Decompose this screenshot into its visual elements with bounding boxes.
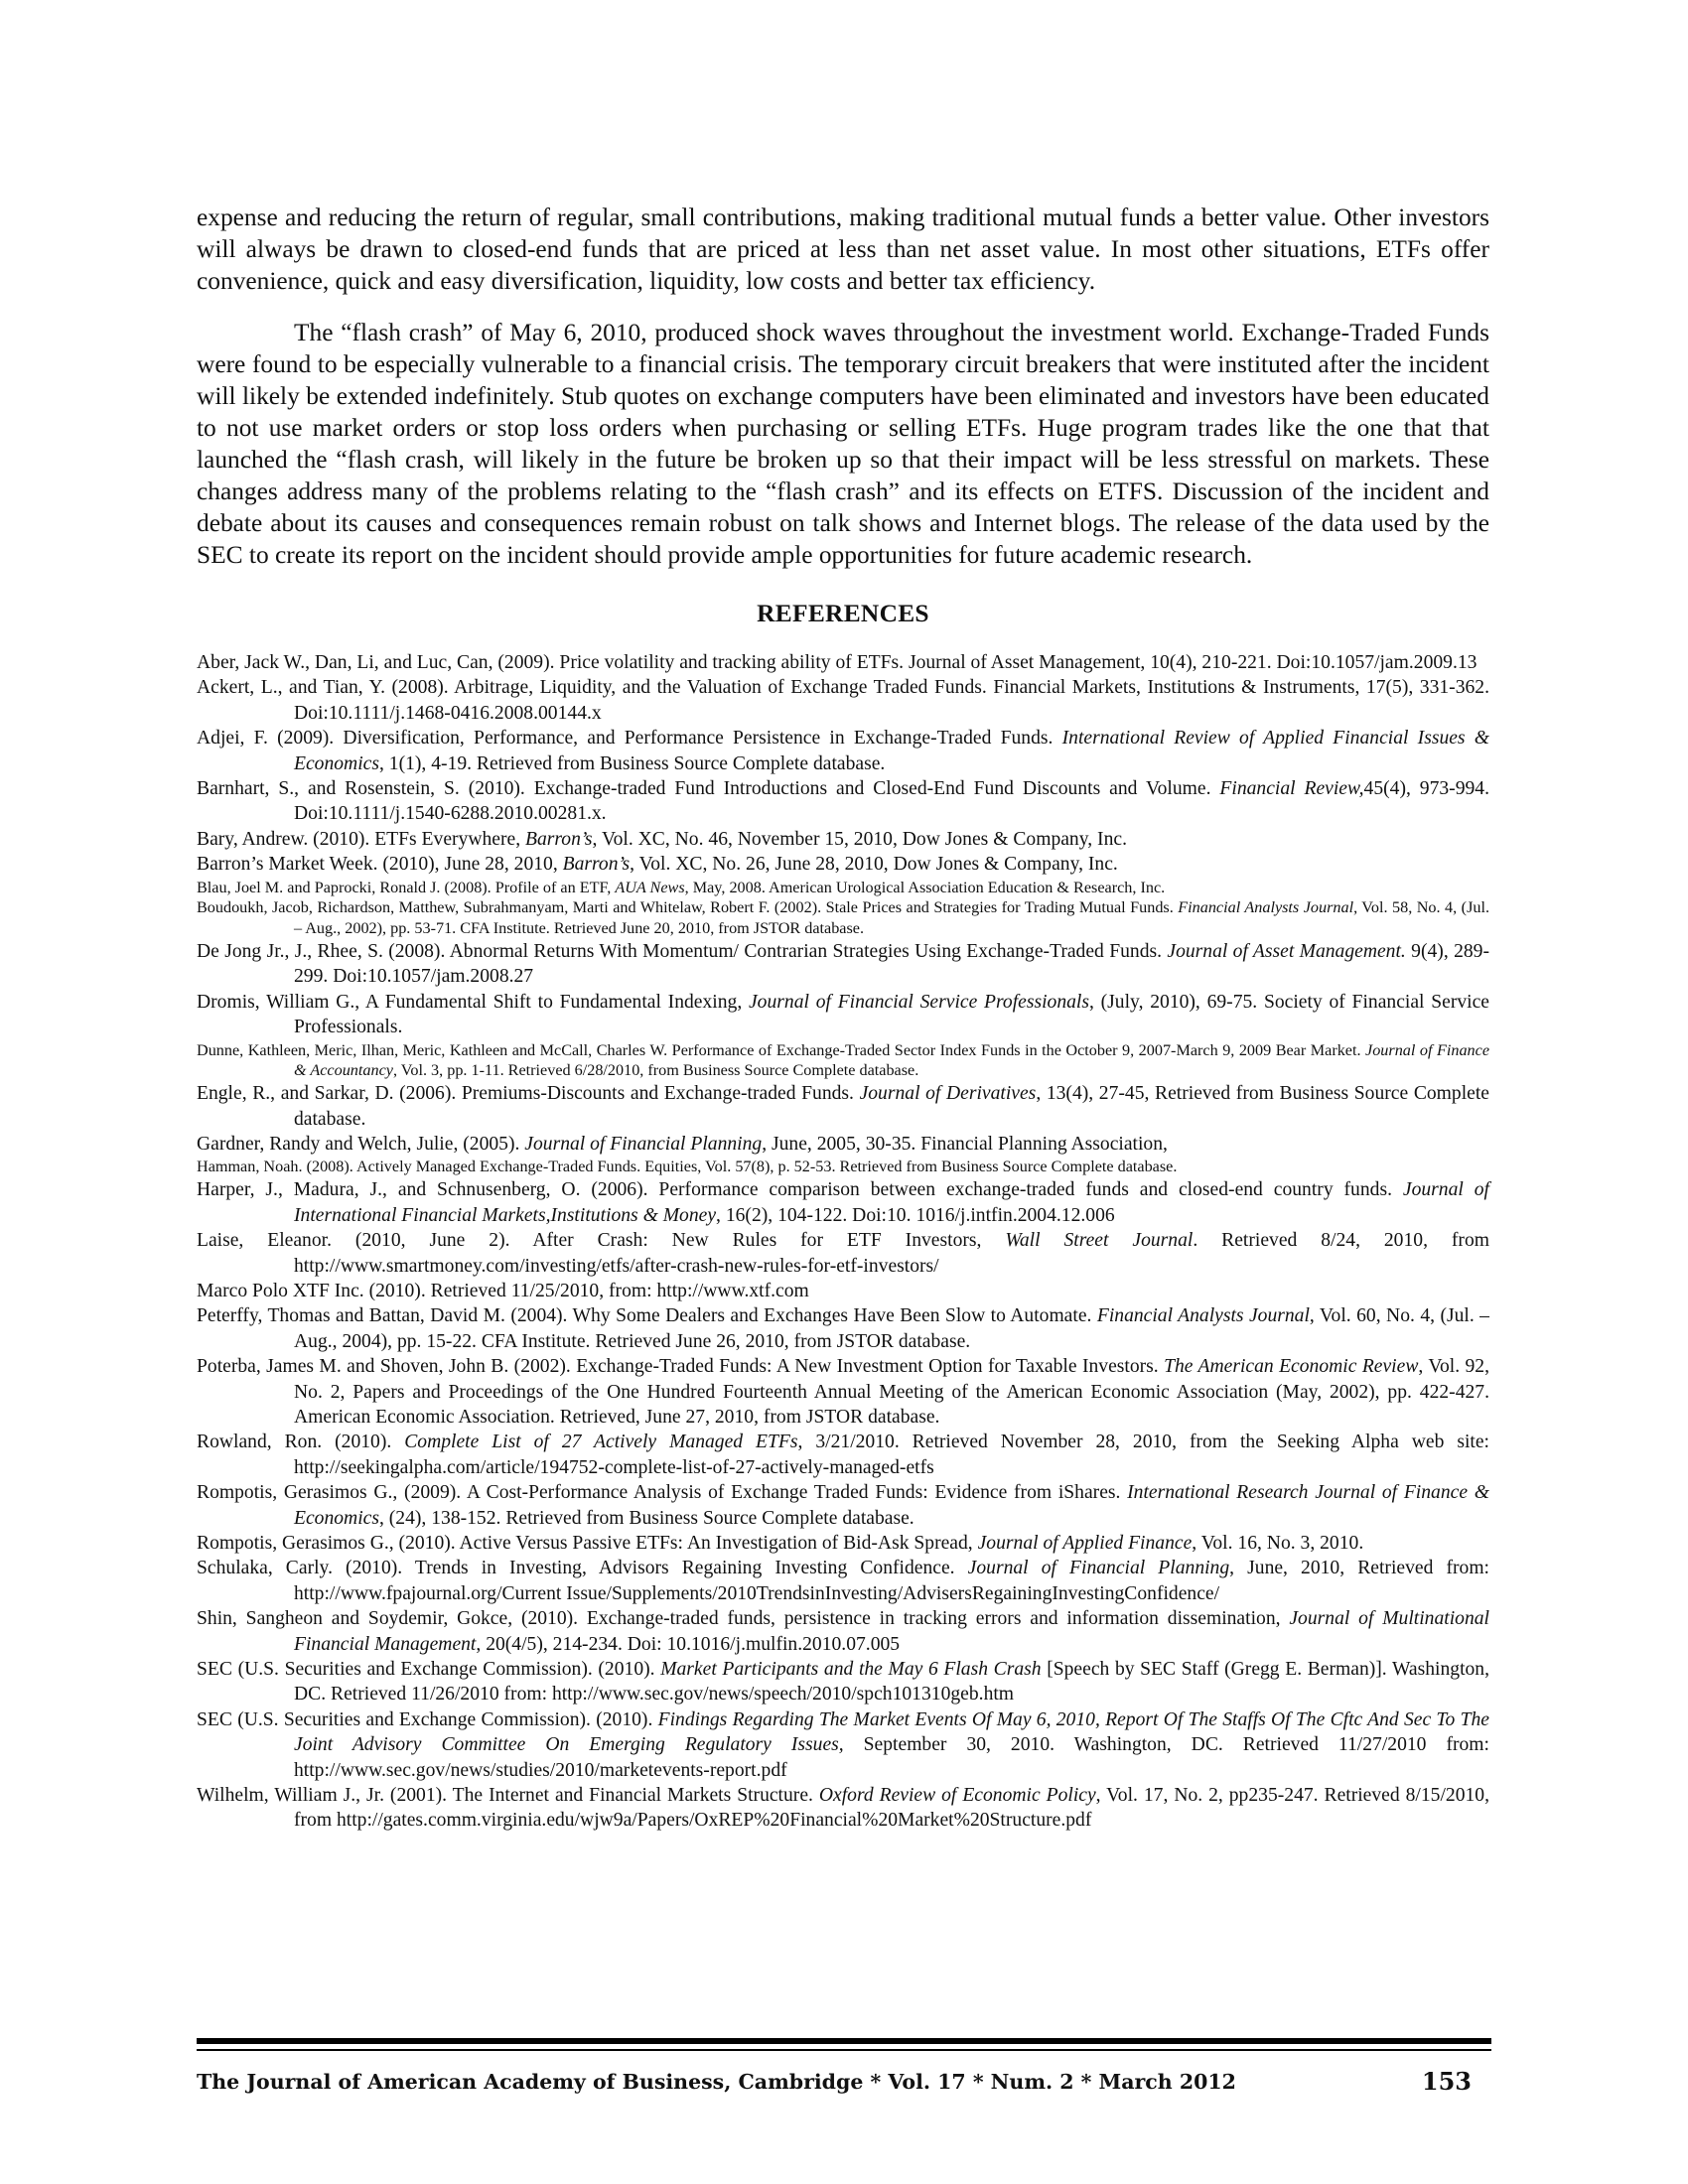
- reference-text: , Vol. 17, No. 2, pp235-247. Retrieved 8/15/2010, from http://gates.comm.virginia.edu/wjw9a/Papers/OxREP%20Financial%20Market%20Structure.pdf: [294, 1785, 1489, 1832]
- reference-title-italic: AUA News: [615, 878, 685, 896]
- reference-text: Rompotis, Gerasimos G., (2009). A Cost-Performance Analysis of Exchange Traded Funds: Evidence from iShares.: [197, 1482, 1128, 1504]
- reference-title-italic: The American Economic Review: [1164, 1356, 1419, 1378]
- reference-text: Rompotis, Gerasimos G., (2010). Active Versus Passive ETFs: An Investigation of Bid-Ask Spread,: [197, 1532, 978, 1554]
- reference-text: Hamman, Noah. (2008). Actively Managed Exchange-Traded Funds. Equities, Vol. 57(8), p. 52-53. Retrieved from Business Source Complete database.: [197, 1158, 1178, 1176]
- reference-text: Shin, Sangheon and Soydemir, Gokce, (2010). Exchange-traded funds, persistence in tracking errors and information dissemination,: [197, 1608, 1290, 1630]
- reference-text: , (July, 2010), 69-75. Society of Financial Service Professionals.: [294, 991, 1489, 1038]
- reference-title-italic: Journal of Applied Finance: [977, 1532, 1193, 1554]
- reference-text: Engle, R., and Sarkar, D. (2006). Premiums-Discounts and Exchange-traded Funds.: [197, 1083, 860, 1105]
- reference-entry: [197, 776, 1489, 827]
- reference-text: , (24), 138-152. Retrieved from Business Source Complete database.: [378, 1507, 914, 1529]
- reference-title-italic: Financial Analysts Journal: [1096, 1305, 1310, 1327]
- reference-text: SEC (U.S. Securities and Exchange Commission). (2010).: [197, 1708, 658, 1730]
- reference-title-italic: Journal of Derivatives: [859, 1083, 1037, 1105]
- reference-text: , Vol. XC, No. 26, June 28, 2010, Dow Jones & Company, Inc.: [630, 854, 1118, 876]
- reference-text: , Vol. 3, pp. 1-11. Retrieved 6/28/2010, from Business Source Complete database.: [392, 1061, 919, 1080]
- reference-text: Schulaka, Carly. (2010). Trends in Investing, Advisors Regaining Investing Confidence.: [197, 1558, 968, 1579]
- reference-entry: [197, 1040, 1489, 1082]
- footer-rule-thin: [197, 2049, 1491, 2051]
- reference-text: 9(4), 289-299. Doi:10.1057/jam.2008.27: [294, 941, 1489, 988]
- reference-text: , 20(4/5), 214-234. Doi: 10.1016/j.mulfin.2010.07.005: [476, 1633, 901, 1655]
- reference-entry: [197, 1279, 1489, 1303]
- reference-text: Peterffy, Thomas and Battan, David M. (2004). Why Some Dealers and Exchanges Have Been Slow to Automate.: [197, 1305, 1097, 1327]
- reference-entry: [197, 990, 1489, 1040]
- reference-title-italic: Financial Analysts Journal: [1178, 898, 1354, 917]
- reference-text: , May, 2008. American Urological Association Education & Research, Inc.: [684, 878, 1166, 896]
- reference-text: Poterba, James M. and Shoven, John B. (2002). Exchange-Traded Funds: A New Investment Option for Taxable Investors.: [197, 1356, 1165, 1378]
- reference-text: , Vol. XC, No. 46, November 15, 2010, Dow Jones & Company, Inc.: [592, 828, 1127, 850]
- journal-citation: The Journal of American Academy of Business, Cambridge * Vol. 17 * Num. 2 * March 2012: [197, 2070, 1236, 2094]
- reference-list: [197, 650, 1489, 1834]
- reference-title-italic: Oxford Review of Economic Policy: [818, 1785, 1096, 1807]
- reference-text: Dunne, Kathleen, Meric, Ilhan, Meric, Kathleen and McCall, Charles W. Performance of Exchange-Traded Sector Index Funds in the October 9, 2007-March 9, 2009 Bear Market.: [197, 1040, 1366, 1059]
- reference-text: , 13(4), 27-45, Retrieved from Business Source Complete database.: [294, 1083, 1489, 1130]
- reference-text: 45(4), 973-994. Doi:10.1111/j.1540-6288.2010.00281.x.: [294, 778, 1489, 825]
- references-heading: REFERENCES: [757, 600, 929, 627]
- reference-text: , Vol. 92, No. 2, Papers and Proceedings of the One Hundred Fourteenth Annual Meeting of the American Economic Association (May, 2002), pp. 422-427. American Economic Association. Retrieved, June 27, 2010, from JSTOR database.: [294, 1356, 1489, 1428]
- reference-text: September 30, 2010. Washington, DC. Retrieved 11/27/2010 from: http://www.sec.gov/news/studies/2010/marketevents-report.pdf: [294, 1734, 1489, 1781]
- reference-title-italic: International Research Journal of Finance & Economics: [294, 1482, 1490, 1529]
- reference-entry: [197, 1177, 1489, 1228]
- reference-text: Barron’s Market Week. (2010), June 28, 2010,: [197, 854, 563, 876]
- reference-text: , Vol. 16, No. 3, 2010.: [1192, 1532, 1364, 1554]
- reference-text: Boudoukh, Jacob, Richardson, Matthew, Subrahmanyam, Marti and Whitelaw, Robert F. (2002). Stale Prices and Strategies for Trading Mutual Funds.: [197, 898, 1179, 917]
- reference-entry: [197, 1657, 1489, 1707]
- reference-text: , 3/21/2010. Retrieved November 28, 2010, from the Seeking Alpha web site: http://seekingalpha.com/article/194752-complete-list-of-27-actively-managed-etfs: [294, 1432, 1489, 1478]
- reference-entry: [197, 1783, 1489, 1834]
- reference-text: [Speech by SEC Staff (Gregg E. Berman)]. Washington, DC. Retrieved 11/26/2010 from: http://www.sec.gov/news/speech/2010/spch101310geb.htm: [294, 1659, 1490, 1706]
- reference-title-italic: Journal of Finance & Accountancy: [294, 1040, 1489, 1080]
- reference-title-italic: Journal of International Financial Markets,Institutions & Money: [294, 1179, 1489, 1226]
- reference-entry: [197, 878, 1489, 898]
- reference-entry: [197, 1081, 1489, 1132]
- reference-text: Dromis, William G., A Fundamental Shift to Fundamental Indexing,: [197, 991, 749, 1013]
- reference-text: Marco Polo XTF Inc. (2010). Retrieved 11/25/2010, from: http://www.xtf.com: [197, 1280, 809, 1301]
- reference-entry: [197, 827, 1489, 852]
- reference-text: Harper, J., Madura, J., and Schnusenberg, O. (2006). Performance comparison between exchange-traded funds and closed-end country funds.: [197, 1179, 1403, 1201]
- reference-title-italic: Financial Review,: [1219, 778, 1364, 800]
- reference-text: , Vol. 58, No. 4, (Jul. – Aug., 2002), pp. 53-71. CFA Institute. Retrieved June 20, 2010, from JSTOR database.: [294, 898, 1490, 938]
- reference-title-italic: Journal of Asset Management.: [1167, 941, 1406, 963]
- footer-rule: [197, 2038, 1491, 2051]
- reference-text: Blau, Joel M. and Paprocki, Ronald J. (2008). Profile of an ETF,: [197, 878, 616, 896]
- reference-entry: [197, 1157, 1489, 1177]
- reference-title-italic: Complete List of 27 Actively Managed ETFs: [404, 1432, 798, 1453]
- reference-entry: [197, 650, 1489, 675]
- reference-text: Ackert, L., and Tian, Y. (2008). Arbitrage, Liquidity, and the Valuation of Exchange Traded Funds. Financial Markets, Institutions & Instruments, 17(5), 331-362. Doi:10.1111/j.1468-0416.2008.00144.x: [197, 677, 1489, 724]
- reference-text: Adjei, F. (2009). Diversification, Performance, and Performance Persistence in Exchange-Traded Funds.: [197, 728, 1062, 750]
- reference-title-italic: Wall Street Journal: [1005, 1230, 1194, 1252]
- reference-entry: [197, 1354, 1489, 1430]
- reference-title-italic: Findings Regarding The Market Events Of May 6, 2010, Report Of The Staffs Of The Cftc And Sec To The Joint Advisory Committee On Emerging Regulatory Issues,: [294, 1708, 1489, 1756]
- footer-rule-thick: [197, 2038, 1491, 2044]
- reference-entry: [197, 1556, 1489, 1606]
- reference-text: , June, 2005, 30-35. Financial Planning Association,: [762, 1134, 1168, 1156]
- reference-entry: [197, 1303, 1489, 1354]
- reference-text: . Retrieved 8/24, 2010, from http://www.smartmoney.com/investing/etfs/after-crash-new-rules-for-etf-investors/: [294, 1230, 1489, 1277]
- reference-entry: [197, 1430, 1489, 1480]
- reference-text: Barnhart, S., and Rosenstein, S. (2010). Exchange-traded Fund Introductions and Closed-End Fund Discounts and Volume.: [197, 778, 1220, 800]
- reference-title-italic: Barron’s: [562, 854, 631, 876]
- reference-entry: [197, 1606, 1489, 1657]
- reference-title-italic: Journal of Multinational Financial Management: [294, 1608, 1489, 1655]
- reference-title-italic: Barron’s: [525, 828, 593, 850]
- reference-text: Laise, Eleanor. (2010, June 2). After Crash: New Rules for ETF Investors,: [197, 1230, 1006, 1252]
- reference-text: SEC (U.S. Securities and Exchange Commission). (2010).: [197, 1659, 661, 1680]
- reference-text: Aber, Jack W., Dan, Li, and Luc, Can, (2009). Price volatility and tracking ability of ETFs. Journal of Asset Management, 10(4), 210-221. Doi:10.1057/jam.2009.13: [197, 652, 1477, 673]
- reference-text: Rowland, Ron. (2010).: [197, 1432, 405, 1453]
- reference-text: De Jong Jr., J., Rhee, S. (2008). Abnormal Returns With Momentum/ Contrarian Strategies Using Exchange-Traded Funds.: [197, 941, 1168, 963]
- reference-title-italic: Market Participants and the May 6 Flash Crash: [660, 1659, 1042, 1680]
- reference-entry: [197, 726, 1489, 776]
- reference-title-italic: Journal of Financial Planning: [524, 1134, 763, 1156]
- reference-text: , June, 2010, Retrieved from: http://www.fpajournal.org/Current Issue/Supplements/2010TrendsinInvesting/AdvisersRegainingInvestingConfidence/: [294, 1558, 1489, 1604]
- reference-text: , 16(2), 104-122. Doi:10. 1016/j.intfin.2004.12.006: [716, 1204, 1115, 1226]
- reference-entry: [197, 1531, 1489, 1556]
- reference-text: Wilhelm, William J., Jr. (2001). The Internet and Financial Markets Structure.: [197, 1785, 819, 1807]
- reference-text: Bary, Andrew. (2010). ETFs Everywhere,: [197, 828, 526, 850]
- body-paragraph-2: The “flash crash” of May 6, 2010, produced shock waves throughout the investment world. Exchange-Traded Funds were found to be especially vulnerable to a financial crisis. The temporary circuit breakers that were instituted after the incident will likely be extended indefinitely. Stub quotes on exchange computers have been eliminated and investors have been educated to not use market orders or stop loss orders when purchasing or selling ETFs. Huge program trades like the one that that launched the “flash crash, will likely in the future be broken up so that their impact will be less stressful on markets. These changes address many of the problems relating to the “flash crash” and its effects on ETFS. Discussion of the incident and debate about its causes and consequences remain robust on talk shows and Internet blogs. The release of the data used by the SEC to create its report on the incident should provide ample opportunities for future academic research.: [197, 319, 1489, 569]
- reference-title-italic: Journal of Financial Service Professionals: [748, 991, 1089, 1013]
- reference-entry: [197, 1228, 1489, 1279]
- reference-text: , Vol. 60, No. 4, (Jul. – Aug., 2004), pp. 15-22. CFA Institute. Retrieved June 26, 2010, from JSTOR database.: [294, 1305, 1489, 1352]
- reference-title-italic: International Review of Applied Financial Issues & Economics: [294, 728, 1490, 774]
- reference-entry: [197, 1480, 1489, 1531]
- reference-entry: [197, 939, 1489, 990]
- reference-entry: [197, 1132, 1489, 1157]
- reference-entry: [197, 852, 1489, 877]
- reference-text: , 1(1), 4-19. Retrieved from Business Source Complete database.: [378, 752, 886, 774]
- article-body: [197, 202, 1489, 1834]
- reference-title-italic: Journal of Financial Planning: [967, 1558, 1230, 1579]
- reference-entry: [197, 675, 1489, 726]
- page-number: 153: [1421, 2067, 1472, 2096]
- reference-text: Gardner, Randy and Welch, Julie, (2005).: [197, 1134, 525, 1156]
- reference-entry: [197, 1707, 1489, 1783]
- reference-entry: [197, 897, 1489, 939]
- body-paragraph-1: expense and reducing the return of regular, small contributions, making traditional mutual funds a better value. Other investors will always be drawn to closed-end funds that are priced at less than net asset value. In most other situations, ETFs offer convenience, quick and easy diversification, liquidity, low costs and better tax efficiency.: [197, 204, 1489, 295]
